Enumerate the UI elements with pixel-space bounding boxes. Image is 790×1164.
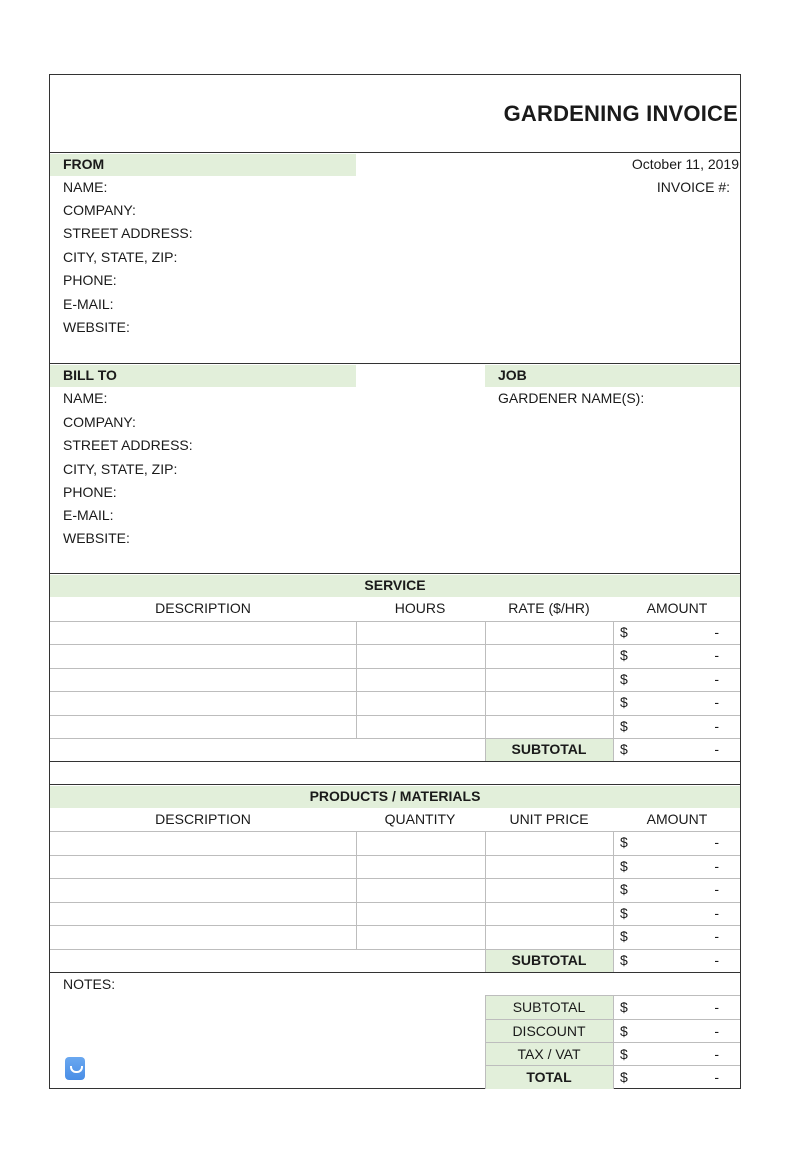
from-street-label[interactable]: STREET ADDRESS: [63, 225, 193, 241]
currency-symbol: $ [620, 881, 628, 897]
amount-cell [613, 925, 741, 948]
product-row[interactable] [50, 925, 740, 948]
app-logo-icon [65, 1057, 85, 1080]
amount-value: - [714, 741, 719, 757]
currency-symbol: $ [620, 1023, 628, 1039]
products-col-amount: AMOUNT [646, 811, 708, 827]
from-city-label[interactable]: CITY, STATE, ZIP: [63, 249, 178, 265]
products-header: PRODUCTS / MATERIALS [309, 788, 481, 804]
bill-to-email-label[interactable]: E-MAIL: [63, 507, 114, 523]
divider [50, 972, 740, 973]
currency-symbol: $ [620, 694, 628, 710]
amount-value: - [714, 999, 719, 1015]
totals-tax-amount [613, 1043, 741, 1066]
bill-to-header: BILL TO [63, 367, 117, 383]
service-col-description: DESCRIPTION [155, 600, 251, 616]
bill-to-street-label[interactable]: STREET ADDRESS: [63, 437, 193, 453]
amount-cell [613, 691, 741, 714]
service-row[interactable] [50, 668, 740, 691]
currency-symbol: $ [620, 718, 628, 734]
service-subtotal-amount [613, 738, 741, 761]
totals-subtotal-label: SUBTOTAL [512, 999, 586, 1015]
invoice-date[interactable]: October 11, 2019 [631, 156, 739, 172]
from-company-label[interactable]: COMPANY: [63, 202, 136, 218]
service-subtotal-label: SUBTOTAL [511, 741, 587, 757]
amount-value: - [714, 952, 719, 968]
amount-value: - [714, 1023, 719, 1039]
service-col-rate: RATE ($/HR) [508, 600, 590, 616]
products-col-unit-price: UNIT PRICE [509, 811, 589, 827]
amount-value: - [714, 647, 719, 663]
bill-to-name-label[interactable]: NAME: [63, 390, 108, 406]
amount-value: - [714, 928, 719, 944]
service-row[interactable] [50, 691, 740, 714]
amount-value: - [714, 1046, 719, 1062]
bill-to-website-label[interactable]: WEBSITE: [63, 530, 130, 546]
currency-symbol: $ [620, 952, 628, 968]
from-email-label[interactable]: E-MAIL: [63, 296, 114, 312]
amount-cell [613, 715, 741, 738]
bill-to-company-label[interactable]: COMPANY: [63, 414, 136, 430]
totals-tax-label: TAX / VAT [517, 1046, 581, 1062]
products-subtotal-amount [613, 949, 741, 972]
service-col-amount: AMOUNT [646, 600, 708, 616]
products-subtotal-label: SUBTOTAL [511, 952, 587, 968]
bill-to-phone-label[interactable]: PHONE: [63, 484, 117, 500]
amount-value: - [714, 905, 719, 921]
currency-symbol: $ [620, 858, 628, 874]
notes-label[interactable]: NOTES: [63, 976, 116, 992]
product-row[interactable] [50, 878, 740, 901]
currency-symbol: $ [620, 905, 628, 921]
totals-discount-amount [613, 1020, 741, 1043]
currency-symbol: $ [620, 671, 628, 687]
amount-value: - [714, 834, 719, 850]
totals-total-label: TOTAL [526, 1069, 572, 1085]
divider [50, 363, 740, 364]
service-row[interactable] [50, 715, 740, 738]
invoice-number-label[interactable]: INVOICE #: [656, 179, 730, 195]
amount-value: - [714, 718, 719, 734]
amount-value: - [714, 624, 719, 640]
currency-symbol: $ [620, 834, 628, 850]
products-col-description: DESCRIPTION [155, 811, 251, 827]
service-col-hours: HOURS [394, 600, 446, 616]
amount-value: - [714, 881, 719, 897]
amount-value: - [714, 694, 719, 710]
service-row[interactable] [50, 644, 740, 667]
amount-cell [613, 668, 741, 691]
from-website-label[interactable]: WEBSITE: [63, 319, 130, 335]
from-header: FROM [63, 156, 105, 172]
amount-cell [613, 644, 741, 667]
amount-cell [613, 902, 741, 925]
currency-symbol: $ [620, 928, 628, 944]
amount-value: - [714, 1069, 719, 1085]
currency-symbol: $ [620, 1046, 628, 1062]
amount-cell [613, 878, 741, 901]
amount-value: - [714, 671, 719, 687]
currency-symbol: $ [620, 647, 628, 663]
currency-symbol: $ [620, 999, 628, 1015]
bill-to-city-label[interactable]: CITY, STATE, ZIP: [63, 461, 178, 477]
products-col-quantity: QUANTITY [384, 811, 456, 827]
service-header: SERVICE [364, 577, 426, 593]
totals-total-amount [613, 1066, 741, 1089]
amount-cell [613, 831, 741, 854]
from-name-label[interactable]: NAME: [63, 179, 108, 195]
amount-cell [613, 855, 741, 878]
invoice-sheet [49, 74, 741, 1089]
invoice-title: GARDENING INVOICE [503, 101, 738, 126]
amount-cell [613, 621, 741, 644]
product-row[interactable] [50, 855, 740, 878]
totals-discount-label: DISCOUNT [512, 1023, 586, 1039]
totals-subtotal-amount [613, 996, 741, 1019]
product-row[interactable] [50, 902, 740, 925]
job-header: JOB [498, 367, 527, 383]
service-row[interactable] [50, 621, 740, 644]
gardener-names-label[interactable]: GARDENER NAME(S): [498, 390, 645, 406]
from-phone-label[interactable]: PHONE: [63, 272, 117, 288]
currency-symbol: $ [620, 1069, 628, 1085]
currency-symbol: $ [620, 741, 628, 757]
product-row[interactable] [50, 831, 740, 854]
divider [50, 761, 740, 762]
amount-value: - [714, 858, 719, 874]
currency-symbol: $ [620, 624, 628, 640]
